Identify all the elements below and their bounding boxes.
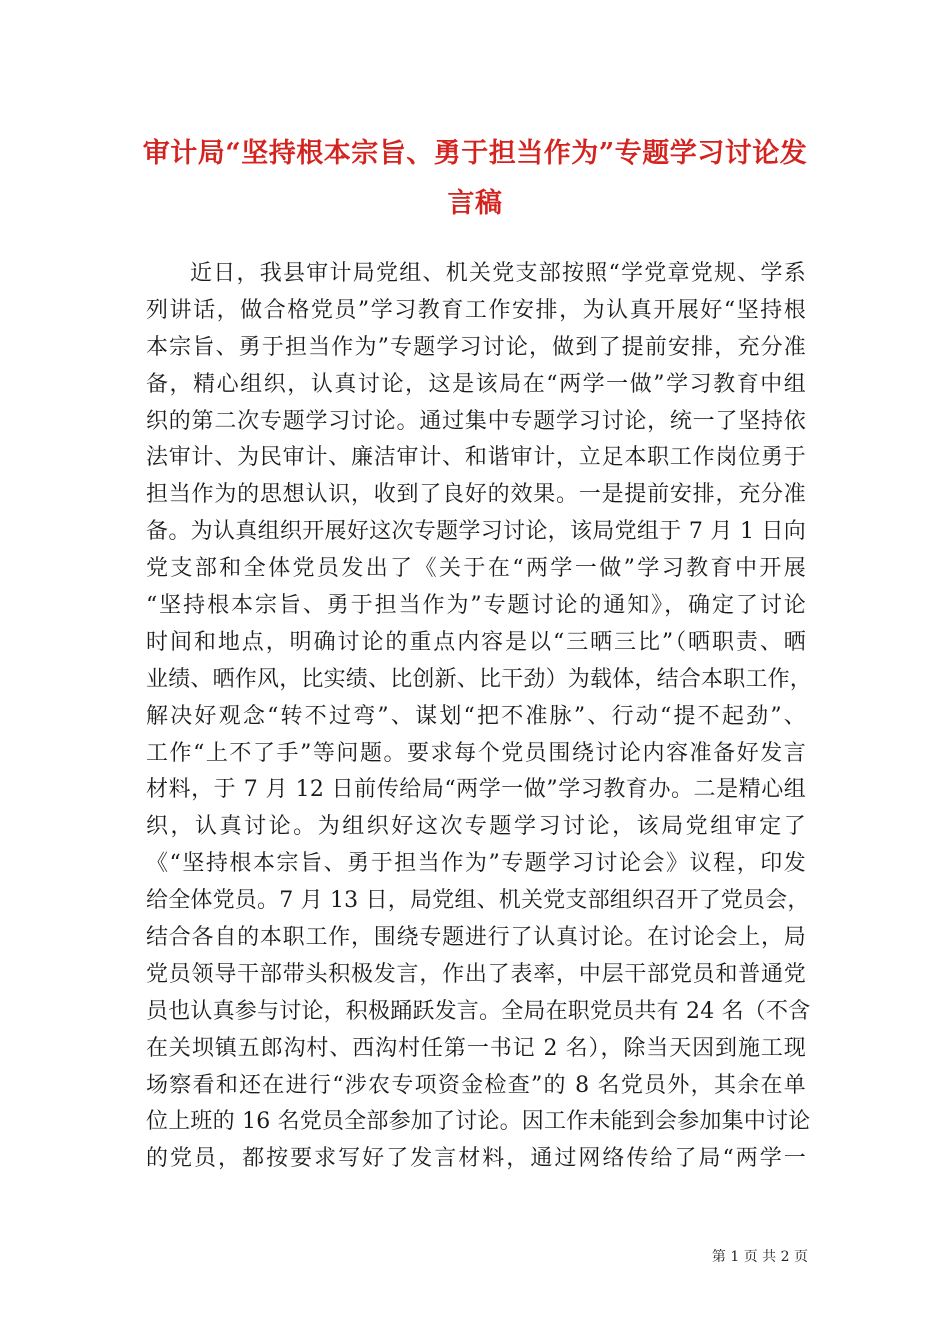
body-line: 《“坚持根本宗旨、勇于担当作为”专题学习讨论会》议程，印发 xyxy=(146,851,806,877)
body-line: 员也认真参与讨论，积极踊跃发言。全局在职党员共有 24 名（不含 xyxy=(146,998,811,1024)
body-line: “坚持根本宗旨、勇于担当作为”专题讨论的通知》，确定了讨论 xyxy=(146,593,806,619)
document-title-line-1: 审计局“坚持根本宗旨、勇于担当作为”专题学习讨论发 xyxy=(142,138,808,169)
page-footer: 第 1 页 共 2 页 xyxy=(711,1249,808,1265)
body-line: 给全体党员。7 月 13 日，局党组、机关党支部组织召开了党员会， xyxy=(146,888,810,914)
body-line: 解决好观念“转不过弯”、谋划“把不准脉”、行动“提不起劲”、 xyxy=(146,703,806,729)
body-line: 时间和地点，明确讨论的重点内容是以“三晒三比”（晒职责、晒 xyxy=(146,629,806,655)
body-line: 备。为认真组织开展好这次专题学习讨论，该局党组于 7 月 1 日向 xyxy=(146,519,806,545)
body-line: 在关坝镇五郎沟村、西沟村任第一书记 2 名），除当天因到施工现 xyxy=(146,1035,806,1061)
body-line: 工作“上不了手”等问题。要求每个党员围绕讨论内容准备好发言 xyxy=(146,740,806,766)
body-line: 场察看和还在进行“涉农专项资金检查”的 8 名党员外，其余在单 xyxy=(146,1072,806,1098)
body-line: 织，认真讨论。为组织好这次专题学习讨论，该局党组审定了 xyxy=(146,814,806,840)
body-line: 业绩、晒作风，比实绩、比创新、比干劲）为载体，结合本职工作， xyxy=(146,666,813,692)
body-line: 担当作为的思想认识，收到了良好的效果。一是提前安排，充分准 xyxy=(146,482,806,508)
body-line: 织的第二次专题学习讨论。通过集中专题学习讨论，统一了坚持依 xyxy=(146,408,806,434)
body-line: 材料，于 7 月 12 日前传给局“两学一做”学习教育办。二是精心组 xyxy=(146,777,806,803)
body-line: 法审计、为民审计、廉洁审计、和谐审计，立足本职工作岗位勇于 xyxy=(146,445,806,471)
body-line: 的党员，都按要求写好了发言材料，通过网络传给了局“两学一 xyxy=(146,1146,806,1172)
body-line: 党支部和全体党员发出了《关于在“两学一做”学习教育中开展 xyxy=(146,556,806,582)
body-line: 本宗旨、勇于担当作为”专题学习讨论，做到了提前安排，充分准 xyxy=(146,334,806,360)
document-body xyxy=(146,256,813,1178)
body-line: 位上班的 16 名党员全部参加了讨论。因工作未能到会参加集中讨论 xyxy=(146,1109,811,1135)
document-title-line-2: 言稿 xyxy=(447,188,503,219)
body-line: 备，精心组织，认真讨论，这是该局在“两学一做”学习教育中组 xyxy=(146,371,806,397)
body-line: 列讲话，做合格党员”学习教育工作安排，为认真开展好“坚持根 xyxy=(146,297,806,323)
body-line: 结合各自的本职工作，围绕专题进行了认真讨论。在讨论会上，局 xyxy=(146,925,806,951)
body-line: 近日，我县审计局党组、机关党支部按照“学党章党规、学系 xyxy=(190,261,806,286)
body-line: 党员领导干部带头积极发言，作出了表率，中层干部党员和普通党 xyxy=(146,961,806,987)
